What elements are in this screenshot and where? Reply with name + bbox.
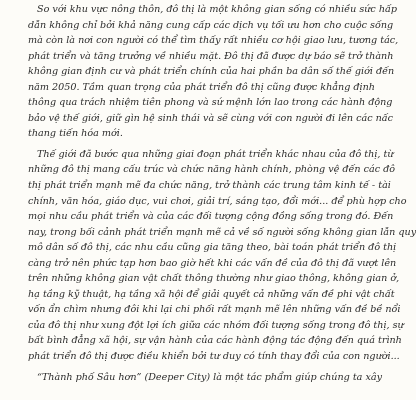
text-line: không gian định cư và phát triển chính của hai phần ba dân số thế giới đến bbox=[28, 66, 395, 78]
text-line: dẫn không chỉ bởi khả năng cung cấp các dịch vụ tối ưu hơn cho cuộc sống bbox=[28, 19, 394, 31]
text-line: nay, trong bối cảnh phát triển mạnh mẽ cả về số người sống không gian lẫn quy bbox=[28, 226, 416, 238]
text-line: thông qua trách nhiệm tiên phong và sứ mệnh lớn lao trong các hành động bbox=[28, 97, 393, 109]
text-line: mô dân số đô thị, các nhu cầu cũng gia tăng theo, bài toán phát triển đô thị bbox=[28, 242, 397, 254]
text-line: So với khu vực nông thôn, đô thị là một không gian sống có nhiều sức hấp bbox=[37, 4, 398, 15]
text-line: chính, văn hóa, giáo dục, vui chơi, giải trí, sáng tạo, đổi mới... để phù hợp cho bbox=[28, 195, 407, 207]
text-line: mọi nhu cầu phát triển và của các đối tượng cộng đồng sống trong đó. Đến bbox=[28, 211, 394, 223]
text-line: Thế giới đã bước qua những giai đoạn phát triển khác nhau của đô thị, từ bbox=[37, 148, 394, 160]
text-line: bảo vệ thế giới, giữ gìn hệ sinh thái và sẽ cùng với con người đi lên các nấc bbox=[28, 112, 394, 124]
text-line: của đô thị như xung đột lợi ích giữa các nhóm đối tượng sống trong đô thị, sự bbox=[28, 319, 404, 331]
text-line: những đô thị mang cấu trúc và chức năng hành chính, phòng vệ đến các đô bbox=[28, 164, 396, 176]
paragraph-2 bbox=[28, 147, 416, 365]
text-line: mà còn là nơi con người có thể tìm thấy rất nhiều cơ hội giao lưu, tương tác, bbox=[28, 35, 399, 47]
text-line: vốn ẩn chìm nhưng đôi khi lại chi phối rất mạnh mẽ lên những vấn đề bề nổi bbox=[28, 304, 401, 316]
text-line: hạ tầng kỹ thuật, hạ tầng xã hội để giải quyết cả những vấn đề phi vật chất bbox=[28, 288, 395, 300]
text-line: phát triển và tăng trưởng về nhiều mặt. Đô thị đã được dự báo sẽ trở thành bbox=[28, 50, 394, 62]
paragraph-1 bbox=[28, 2, 399, 142]
text-line: phát triển đô thị được điều khiển bởi tư duy có tính thay đổi của con người... bbox=[28, 351, 400, 363]
text-line: trên những không gian vật chất thông thường như giao thông, không gian ở, bbox=[28, 273, 400, 285]
text-line: càng trở nên phức tạp hơn bao giờ hết khi các vấn đề của đô thị đã vượt lên bbox=[28, 257, 397, 269]
paragraph-3 bbox=[28, 370, 382, 386]
text-line: thang tiến hóa mới. bbox=[28, 128, 123, 140]
text-line: thị phát triển mạnh mẽ đa chức năng, trở thành các trung tâm kinh tế - tài bbox=[28, 180, 391, 192]
text-line: năm 2050. Tầm quan trọng của phát triển đô thị cũng được khẳng định bbox=[28, 81, 375, 93]
text-line: “Thành phố Sâu hơn” (Deeper City) là một tác phẩm giúp chúng ta xây bbox=[37, 371, 382, 383]
body-text bbox=[28, 2, 416, 390]
text-line: bất bình đẳng xã hội, sự vận hành của các hành động tác động đến quá trình bbox=[28, 335, 402, 347]
